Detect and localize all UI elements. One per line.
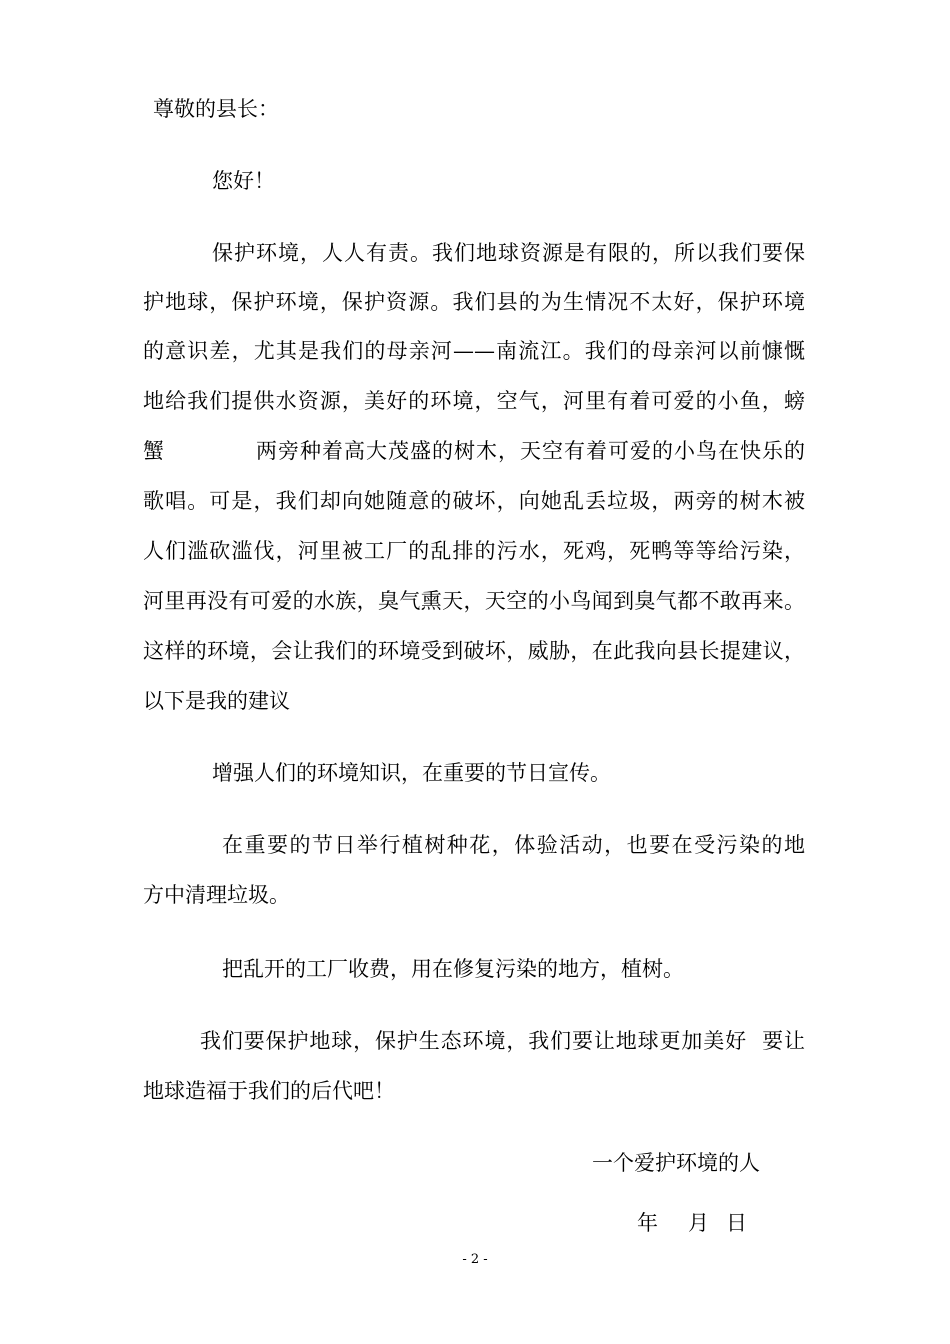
- closing-line: 地球造福于我们的后代吧！: [143, 1079, 395, 1103]
- closing-line: 我们要保护地球，保护生态环境，我们要让地球更加美好 要让: [200, 1029, 805, 1053]
- suggestion-item: 把乱开的工厂收费，用在修复污染的地方，植树。: [222, 957, 684, 981]
- body-paragraph-line: 河里再没有可爱的水族，臭气熏天，天空的小鸟闻到臭气都不敢再来。: [143, 589, 805, 613]
- suggestion-item: 增强人们的环境知识，在重要的节日宣传。: [212, 761, 611, 785]
- date-year: 年: [637, 1211, 658, 1235]
- salutation: 尊敬的县长：: [153, 97, 279, 121]
- page-number: - 2 -: [462, 1252, 488, 1267]
- body-paragraph-line: 的意识差，尤其是我们的母亲河——南流江。我们的母亲河以前慷慨: [143, 339, 805, 363]
- body-paragraph-line: 人们滥砍滥伐，河里被工厂的乱排的污水，死鸡，死鸭等等给污染，: [143, 539, 805, 563]
- suggestion-item: 在重要的节日举行植树种花，体验活动，也要在受污染的地: [222, 833, 805, 857]
- date-month: 月: [688, 1211, 709, 1235]
- body-paragraph-line: 蟹: [143, 439, 164, 463]
- body-paragraph-line: 地给我们提供水资源，美好的环境，空气，河里有着可爱的小鱼，螃: [143, 389, 805, 413]
- body-paragraph-line: 两旁种着高大茂盛的树木，天空有着可爱的小鸟在快乐的: [256, 439, 805, 463]
- signature: 一个爱护环境的人: [592, 1151, 760, 1175]
- body-paragraph-line: 这样的环境，会让我们的环境受到破坏，威胁，在此我向县长提建议，: [143, 639, 805, 663]
- date-day: 日: [726, 1211, 747, 1235]
- body-paragraph-line: 保护环境，人人有责。我们地球资源是有限的，所以我们要保: [212, 241, 805, 265]
- greeting: 您好！: [212, 169, 275, 193]
- body-paragraph-line: 歌唱。可是，我们却向她随意的破坏，向她乱丢垃圾，两旁的树木被: [143, 489, 805, 513]
- body-paragraph-line: 以下是我的建议: [143, 689, 290, 713]
- body-paragraph-line: 护地球，保护环境，保护资源。我们县的为生情况不太好，保护环境: [143, 290, 805, 314]
- suggestion-item: 方中清理垃圾。: [143, 883, 290, 907]
